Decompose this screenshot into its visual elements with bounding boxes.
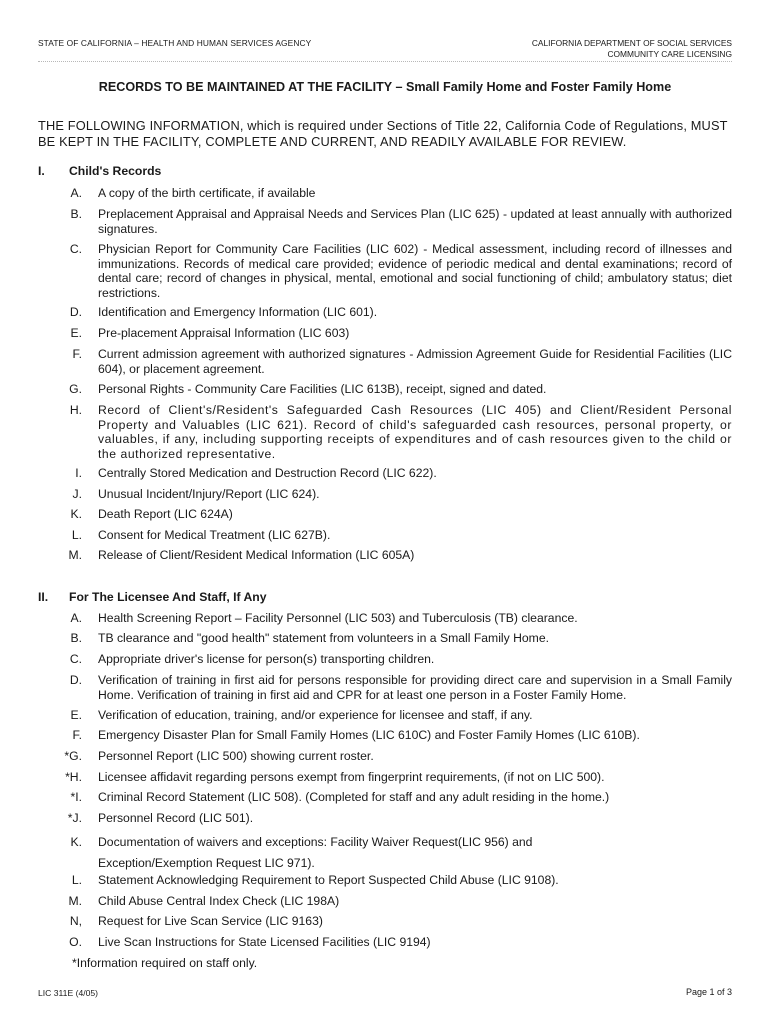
item-text: TB clearance and "good health" statement from volunteers in a Small Family Home. (98, 631, 549, 645)
item-text: Personnel Record (LIC 501). (98, 811, 254, 825)
item-label: A. (70, 186, 82, 200)
item-text: Current admission agreement with authorized signatures - Admission Agreement Guide for Residential Facilities (LIC 604), or placement agreement. (98, 347, 732, 376)
item-label: D. (69, 305, 82, 319)
list-item (38, 811, 732, 826)
list-item (38, 382, 732, 397)
page-number: Page 1 of 3 (685, 987, 732, 997)
item-label: M. (68, 548, 82, 562)
list-item (38, 708, 732, 723)
list-item (38, 894, 732, 909)
item-label: *G. (64, 749, 82, 763)
list-item (38, 403, 732, 461)
list-item (38, 673, 732, 702)
item-label: F. (72, 347, 82, 361)
list-item (38, 749, 732, 764)
item-text: Release of Client/Resident Medical Information (LIC 605A) (98, 548, 415, 562)
list-item (38, 528, 732, 543)
list-item (38, 790, 732, 805)
item-label: K. (70, 835, 82, 849)
list-item (38, 507, 732, 522)
list-item (38, 548, 732, 563)
form-number: LIC 311E (4/05) (38, 988, 99, 998)
item-label: L. (71, 873, 82, 887)
intro-paragraph: THE FOLLOWING INFORMATION, which is required under Sections of Title 22, California Code of Regulations, MUST BE KEPT IN THE FACILITY, COMPLETE AND CURRENT, AND READILY AVAILABLE FOR REVIEW. (38, 118, 728, 149)
header-divider (38, 61, 732, 62)
list-item (38, 487, 732, 502)
section-number: II. (38, 590, 49, 604)
list-item (38, 207, 732, 236)
item-label: *H. (65, 770, 82, 784)
item-text: Documentation of waivers and exceptions: Facility Waiver Request(LIC 956) and Exception/Exemption Request LIC 971). (98, 835, 533, 870)
section-number: I. (38, 164, 45, 178)
item-text: Personal Rights - Community Care Facilities (LIC 613B), receipt, signed and dated. (98, 382, 547, 396)
item-label: *J. (67, 811, 82, 825)
item-label: D. (69, 673, 82, 687)
list-item (38, 326, 732, 341)
list-item (38, 873, 732, 888)
item-text: Statement Acknowledging Requirement to Report Suspected Child Abuse (LIC 9108). (98, 873, 559, 887)
item-label: G. (69, 382, 82, 396)
item-label: C. (69, 242, 82, 256)
item-label: H. (69, 403, 82, 417)
item-text: Consent for Medical Treatment (LIC 627B). (98, 528, 331, 542)
list-item (38, 728, 732, 743)
document-title: RECORDS TO BE MAINTAINED AT THE FACILITY – Small Family Home and Foster Family Home (98, 80, 672, 94)
list-item (38, 652, 732, 667)
item-label: B. (70, 631, 82, 645)
item-label: J. (72, 487, 82, 501)
item-label: B. (70, 207, 82, 221)
list-item (38, 832, 650, 873)
list-item (38, 631, 732, 646)
item-label: L. (71, 528, 82, 542)
item-text: Health Screening Report – Facility Personnel (LIC 503) and Tuberculosis (TB) clearance. (98, 611, 578, 625)
item-label: I. (75, 466, 82, 480)
item-label: E. (70, 708, 82, 722)
list-item (38, 305, 732, 320)
item-text: Preplacement Appraisal and Appraisal Needs and Services Plan (LIC 625) - updated at least annually with authorized signatures. (98, 207, 732, 236)
division-name: COMMUNITY CARE LICENSING (607, 49, 732, 59)
section-title: Child's Records (69, 164, 162, 178)
item-text: Centrally Stored Medication and Destruction Record (LIC 622). (98, 466, 437, 480)
list-item (38, 242, 732, 300)
item-text: Child Abuse Central Index Check (LIC 198A) (98, 894, 340, 908)
item-text: Verification of training in first aid for persons responsible for providing direct care and supervision in a Small Family Home. Verification of training in first aid and CPR for at least one person in a Foster Family Home. (98, 673, 732, 702)
list-item (38, 914, 732, 929)
item-text: Appropriate driver's license for person(s) transporting children. (98, 652, 435, 666)
item-text: Criminal Record Statement (LIC 508). (Completed for staff and any adult residing in the home.) (98, 790, 610, 804)
item-label: N, (69, 914, 82, 928)
item-text: Record of Client's/Resident's Safeguarded Cash Resources (LIC 405) and Client/Resident Personal Property and Valuables (LIC 621). Record of child's safeguarded cash resources, personal property, or valuables, if any, including supporting receipts of expenditures and of cash resources given to the child or the authorized representative. (98, 403, 732, 461)
item-text: Unusual Incident/Injury/Report (LIC 624). (98, 487, 320, 501)
item-text: Identification and Emergency Information (LIC 601). (98, 305, 378, 319)
department-name: CALIFORNIA DEPARTMENT OF SOCIAL SERVICES (531, 38, 732, 48)
item-text: Physician Report for Community Care Facilities (LIC 602) - Medical assessment, including record of illnesses and immunizations. Records of medical care provided; evidence of periodic medical and dental examinations; record of dental care; record of changes in physical, mental, emotional and social functioning of child; ambulatory status; diet restrictions. (98, 242, 732, 300)
item-text: Live Scan Instructions for State Licensed Facilities (LIC 9194) (98, 935, 431, 949)
item-text: Pre-placement Appraisal Information (LIC 603) (98, 326, 350, 340)
item-label: F. (72, 728, 82, 742)
list-item (38, 935, 732, 950)
department-header (532, 38, 732, 60)
item-text: A copy of the birth certificate, if available (98, 186, 316, 200)
list-item (38, 186, 732, 201)
item-text: Licensee affidavit regarding persons exempt from fingerprint requirements, (if not on LIC 500). (98, 770, 605, 784)
item-label: A. (70, 611, 82, 625)
item-label: E. (70, 326, 82, 340)
section-title: For The Licensee And Staff, If Any (69, 590, 267, 604)
item-text: Personnel Report (LIC 500) showing current roster. (98, 749, 374, 763)
item-text: Request for Live Scan Service (LIC 9163) (98, 914, 323, 928)
list-item (38, 347, 732, 376)
item-text: Emergency Disaster Plan for Small Family Homes (LIC 610C) and Foster Family Homes (LIC 610B). (98, 728, 640, 742)
item-label: C. (69, 652, 82, 666)
list-item (38, 611, 732, 626)
item-label: K. (70, 507, 82, 521)
list-item (38, 770, 732, 785)
item-text: Death Report (LIC 624A) (98, 507, 233, 521)
item-label: O. (69, 935, 82, 949)
item-text: Verification of education, training, and/or experience for licensee and staff, if any. (98, 708, 533, 722)
item-label: M. (68, 894, 82, 908)
agency-header: STATE OF CALIFORNIA – HEALTH AND HUMAN SERVICES AGENCY (38, 38, 312, 48)
list-item (38, 466, 732, 481)
item-label: *I. (70, 790, 82, 804)
staff-only-note: *Information required on staff only. (72, 956, 258, 970)
